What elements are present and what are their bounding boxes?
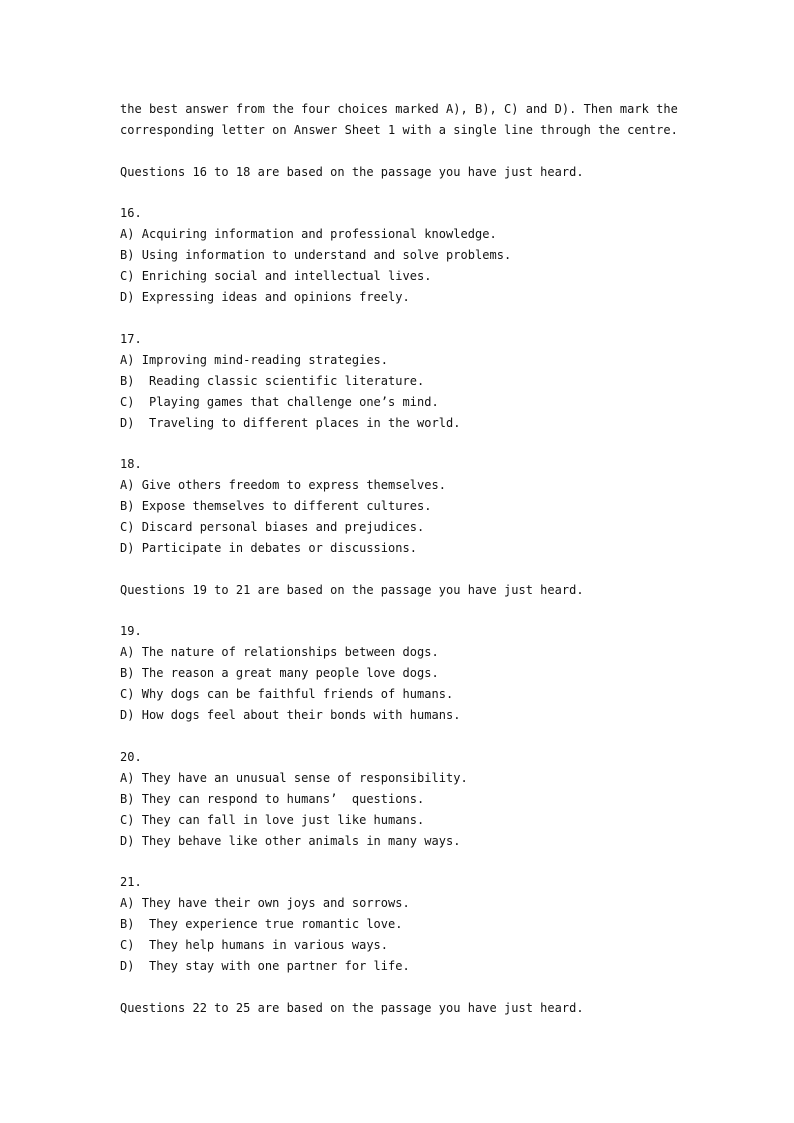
- spacer: [120, 601, 720, 622]
- spacer: [120, 308, 720, 329]
- spacer: [120, 434, 720, 455]
- spacer: [120, 559, 720, 580]
- option-d: D) Expressing ideas and opinions freely.: [120, 290, 410, 304]
- spacer: [120, 852, 720, 873]
- option-c: C) Enriching social and intellectual lives.: [120, 269, 432, 283]
- option-c: C) Playing games that challenge one’s mind.: [120, 394, 439, 409]
- question-number: 17.: [120, 331, 142, 346]
- question-number: 20.: [120, 749, 142, 764]
- option-b: B) The reason a great many people love dogs.: [120, 666, 439, 680]
- option-d: D) They stay with one partner for life.: [120, 959, 410, 973]
- option-b: B) Reading classic scientific literature.: [120, 373, 425, 388]
- option-a: A) Improving mind-reading strategies.: [120, 352, 389, 367]
- option-c: C) Discard personal biases and prejudices.: [120, 520, 425, 534]
- option-c: C) Why dogs can be faithful friends of humans.: [120, 687, 454, 701]
- option-a: A) They have an unusual sense of responsibility.: [120, 770, 468, 785]
- option-b: B) Expose themselves to different cultures.: [120, 499, 432, 513]
- question-number: 18.: [120, 457, 142, 471]
- option-a: A) Give others freedom to express themselves.: [120, 478, 447, 492]
- option-d: D) They behave like other animals in many ways.: [120, 833, 461, 848]
- option-a: A) Acquiring information and professional knowledge.: [120, 227, 497, 241]
- spacer: [120, 141, 720, 162]
- question-number: 19.: [120, 624, 142, 638]
- intro-line-2: corresponding letter on Answer Sheet 1 with a single line through the centre.: [120, 123, 678, 137]
- option-b: B) Using information to understand and solve problems.: [120, 248, 512, 262]
- option-a: A) They have their own joys and sorrows.: [120, 896, 410, 910]
- spacer: [120, 726, 720, 747]
- question-number: 16.: [120, 206, 142, 220]
- option-a: A) The nature of relationships between dogs.: [120, 645, 439, 659]
- section-header: Questions 22 to 25 are based on the passage you have just heard.: [120, 1000, 584, 1015]
- option-d: D) Participate in debates or discussions.: [120, 541, 418, 555]
- option-b: B) They can respond to humans’ questions.: [120, 791, 425, 806]
- option-c: C) They help humans in various ways.: [120, 938, 389, 952]
- option-d: D) Traveling to different places in the world.: [120, 415, 461, 430]
- question-number: 21.: [120, 875, 142, 889]
- spacer: [120, 183, 720, 204]
- option-c: C) They can fall in love just like humans.: [120, 812, 425, 827]
- section-header: Questions 19 to 21 are based on the passage you have just heard.: [120, 582, 584, 597]
- document-page: [120, 99, 720, 1019]
- spacer: [120, 977, 720, 998]
- section-header: Questions 16 to 18 are based on the passage you have just heard.: [120, 164, 584, 179]
- intro-line-1: the best answer from the four choices marked A), B), C) and D). Then mark the: [120, 102, 678, 116]
- option-d: D) How dogs feel about their bonds with humans.: [120, 708, 461, 722]
- option-b: B) They experience true romantic love.: [120, 917, 403, 931]
